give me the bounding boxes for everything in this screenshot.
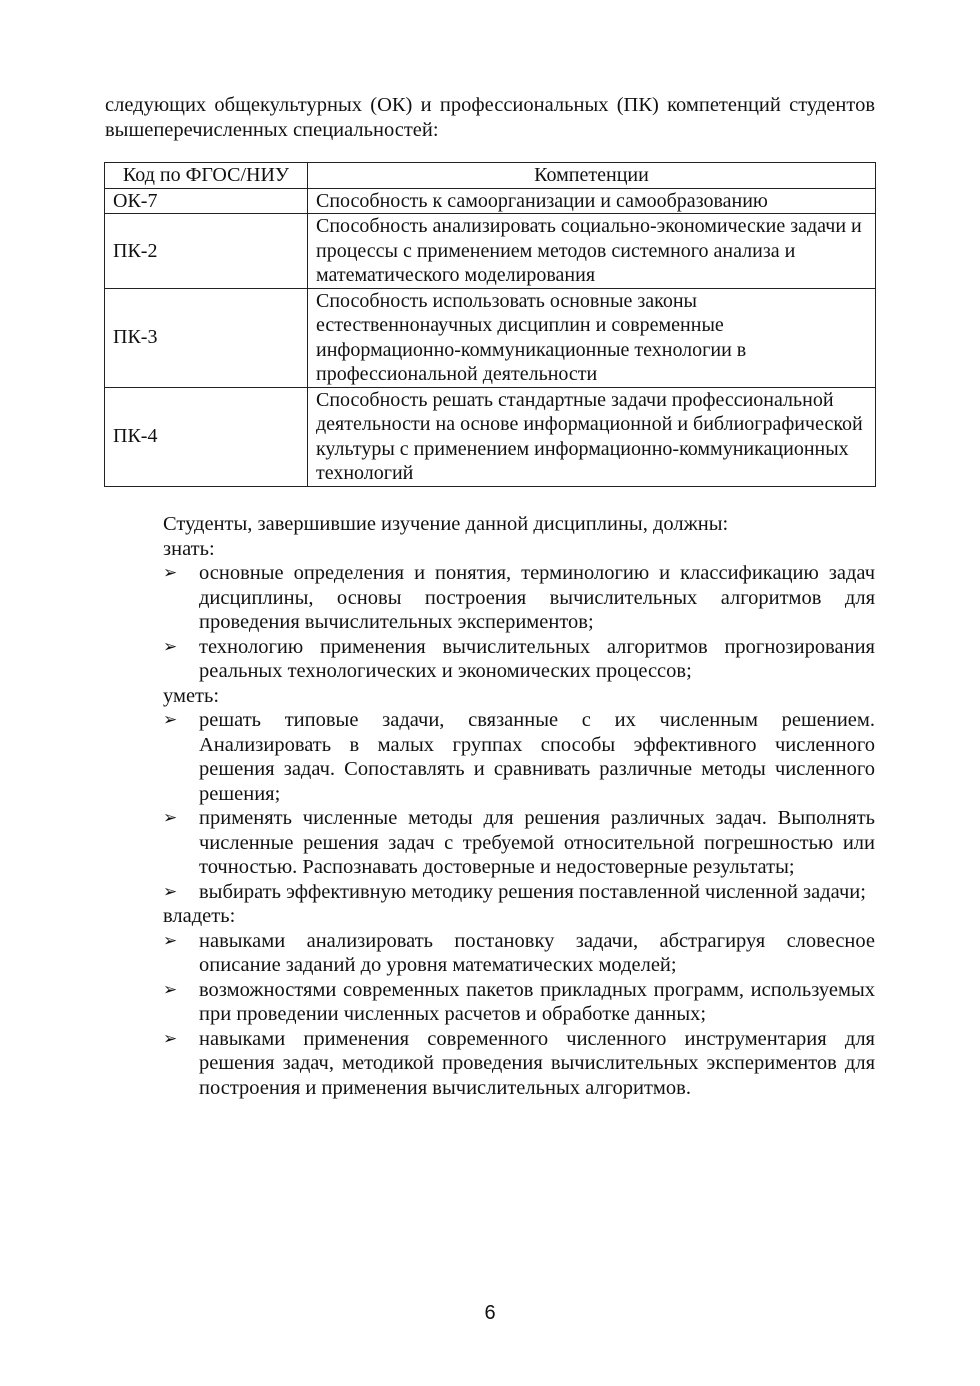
- list-item: ➢ основные определения и понятия, терминологию и классификацию задач дисциплины, основы построения вычислительных алгоритмов для проведения вычислительных экспериментов;: [163, 562, 875, 633]
- header-code: Код по ФГОС/НИУ: [105, 163, 308, 189]
- know-list: [163, 561, 875, 684]
- can-list: [163, 708, 875, 904]
- competency-code: ОК-7: [105, 188, 308, 214]
- table-row: [105, 214, 876, 289]
- arrow-bullet-icon: ➢: [163, 979, 178, 1000]
- table-row: [105, 188, 876, 214]
- table-row: [105, 387, 876, 486]
- arrow-bullet-icon: ➢: [163, 636, 178, 657]
- list-item: ➢ применять численные методы для решения различных задач. Выполнять численные решения задач с требуемой относительной погрешностью или точностью. Распознавать достоверные и недостоверные результаты;: [163, 807, 875, 878]
- page-number: 6: [484, 1302, 496, 1324]
- section-heading-master: владеть:: [163, 905, 236, 927]
- arrow-bullet-icon: ➢: [163, 808, 178, 828]
- list-item: ➢ технологию применения вычислительных алгоритмов прогнозирования реальных технологических и экономических процессов;: [163, 635, 875, 682]
- arrow-bullet-icon: ➢: [163, 1028, 178, 1049]
- requirements-lead: Студенты, завершившие изучение данной дисциплины, должны:: [163, 513, 729, 535]
- header-competencies: Компетенции: [308, 163, 876, 189]
- requirements-block: [163, 512, 875, 1100]
- list-item: ➢ навыками применения современного численного инструментария для решения задач, методикой проведения вычислительных экспериментов для построения и применения вычислительных алгоритмов.: [163, 1027, 875, 1099]
- competency-code: ПК-4: [105, 387, 308, 486]
- list-item: ➢ навыками анализировать постановку задачи, абстрагируя словесное описание заданий до уровня математических моделей;: [163, 929, 875, 976]
- competencies-table: [104, 162, 876, 487]
- master-list: [163, 929, 875, 1101]
- list-item: ➢ решать типовые задачи, связанные с их численным решением. Анализировать в малых группах способы эффективного численного решения задач. Сопоставлять и сравнивать различные методы численного решения;: [163, 709, 875, 805]
- arrow-bullet-icon: ➢: [163, 930, 178, 951]
- section-heading-can: уметь:: [163, 684, 220, 707]
- competency-text: Способность к самоорганизации и самообразованию: [308, 188, 876, 214]
- competency-code: ПК-2: [105, 214, 308, 289]
- arrow-bullet-icon: ➢: [163, 563, 178, 583]
- table-header-row: [105, 163, 876, 189]
- competency-text: Способность использовать основные законы естественнонаучных дисциплин и современные информационно-коммуникационные технологии в профессиональной деятельности: [308, 288, 876, 387]
- list-item: ➢ возможностями современных пакетов прикладных программ, используемых при проведении численных расчетов и обработке данных;: [163, 978, 875, 1025]
- intro-paragraph: следующих общекультурных (ОК) и профессиональных (ПК) компетенций студентов вышеперечисленных специальностей:: [105, 94, 875, 141]
- arrow-bullet-icon: ➢: [163, 710, 178, 730]
- competency-text: Способность анализировать социально-экономические задачи и процессы с применением методов системного анализа и математического моделирования: [308, 214, 876, 289]
- competency-code: ПК-3: [105, 288, 308, 387]
- competency-text: Способность решать стандартные задачи профессиональной деятельности на основе информационной и библиографической культуры с применением информационно-коммуникационных технологий: [308, 387, 876, 486]
- list-item: ➢ выбирать эффективную методику решения поставленной численной задачи;: [163, 880, 866, 903]
- section-heading-know: знать:: [163, 537, 215, 560]
- table-row: [105, 288, 876, 387]
- arrow-bullet-icon: ➢: [163, 881, 178, 902]
